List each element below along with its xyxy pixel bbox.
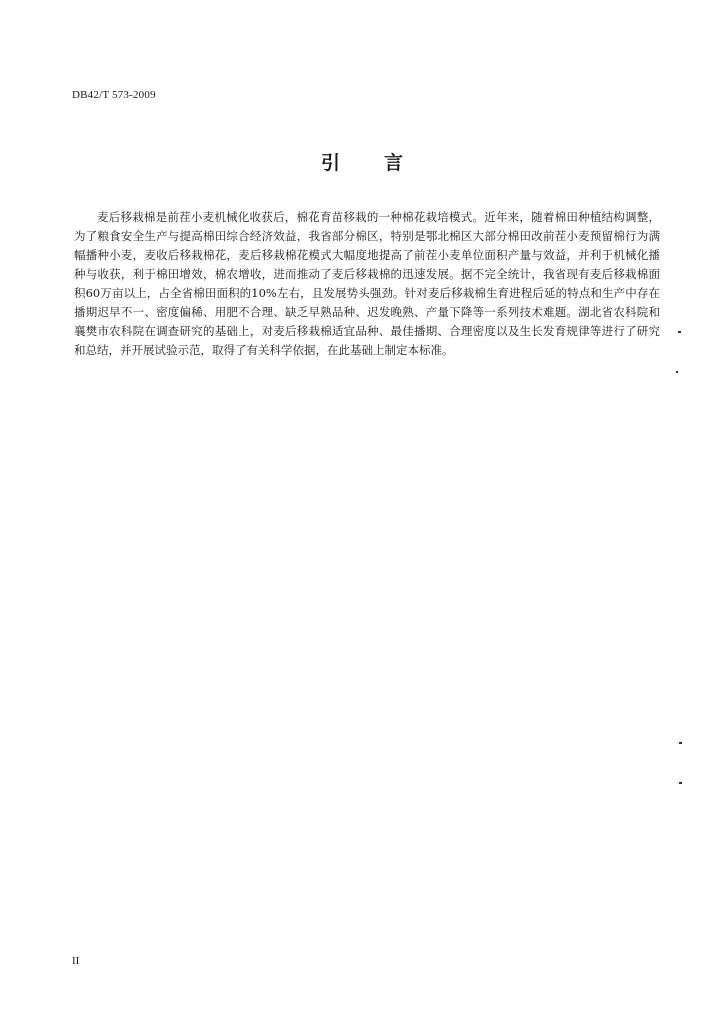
scan-speck <box>676 371 678 373</box>
section-title: 引言 <box>320 152 447 174</box>
introduction-paragraph: 麦后移栽棉是前茬小麦机械化收获后，棉花育苗移栽的一种棉花栽培模式。近年来，随着棉田种植结构调整，为了粮食安全生产与提高棉田综合经济效益，我省部分棉区，特别是鄂北棉区大部分棉田改前茬小麦预留棉行为满幅播种小麦，麦收后移栽棉花，麦后移栽棉花模式大幅度地提高了前茬小麦单位面积产量与效益，并利于机械化播种与收获，利于棉田增效，棉农增收，进而推动了麦后移栽棉的迅速发展。据不完全统计，我省现有麦后移栽棉面积60万亩以上，占全省棉田面积的10%左右，且发展势头强劲。针对麦后移栽棉生育进程后延的特点和生产中存在播期迟早不一、密度偏稀、用肥不合理、缺乏早熟品种、迟发晚熟、产量下降等一系列技术难题。湖北省农科院和襄樊市农科院在调查研究的基础上，对麦后移栽棉适宜品种、最佳播期、合理密度以及生长发育规律等进行了研究和总结，并开展试验示范，取得了有关科学依据，在此基础上制定本标准。 <box>74 210 660 357</box>
page-number: II <box>72 955 80 967</box>
scan-speck <box>679 742 682 744</box>
document-code: DB42/T 573-2009 <box>72 89 156 101</box>
scan-speck <box>679 782 682 784</box>
scan-speck <box>678 331 681 333</box>
